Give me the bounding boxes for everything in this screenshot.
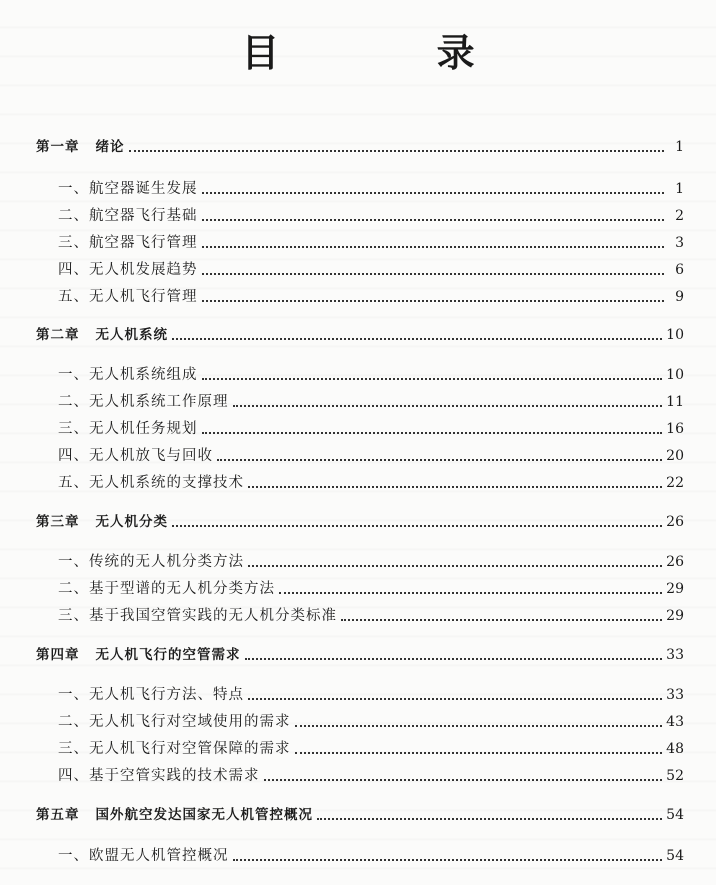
- chapter-title: [36, 646, 241, 664]
- toc-section-entry: [0, 172, 716, 198]
- chapter-label: 国外航空发达国家无人机管控概况: [95, 807, 313, 823]
- dot-leader: [202, 244, 665, 248]
- dot-leader: [248, 696, 662, 700]
- page-number: 6: [675, 262, 684, 278]
- page-number: 33: [666, 687, 684, 703]
- page-number: 1: [675, 181, 684, 197]
- toc-chapter-entry: [0, 505, 716, 531]
- section-title: 一、无人机系统组成: [58, 367, 198, 383]
- page-number: 20: [666, 448, 684, 464]
- page-number: 10: [666, 367, 684, 383]
- dot-leader: [202, 190, 665, 194]
- section-title: 二、航空器飞行基础: [58, 208, 198, 224]
- toc-section-entry: [0, 439, 716, 465]
- dot-leader: [202, 298, 665, 302]
- dot-leader: [317, 816, 662, 820]
- dot-leader: [202, 271, 665, 275]
- chapter-number: 第三章: [36, 514, 80, 530]
- page-number: 3: [675, 235, 684, 251]
- page-number: 54: [666, 848, 684, 864]
- toc-section-entry: [0, 759, 716, 785]
- page-number: 43: [666, 714, 684, 730]
- chapter-title: [36, 326, 168, 344]
- section-title: 五、无人机飞行管理: [58, 289, 198, 305]
- toc-section-entry: [0, 253, 716, 279]
- dot-leader: [264, 777, 663, 781]
- section-title: 三、航空器飞行管理: [58, 235, 198, 251]
- section-title: 三、基于我国空管实践的无人机分类标准: [58, 608, 337, 624]
- page-number: 9: [675, 289, 684, 305]
- page-number: 10: [666, 327, 684, 343]
- dot-leader: [202, 430, 663, 434]
- toc-section-entry: [0, 412, 716, 438]
- page-number: 22: [666, 475, 684, 491]
- toc-section-entry: [0, 572, 716, 598]
- dot-leader: [341, 617, 662, 621]
- toc-chapter-entry: [0, 798, 716, 824]
- section-title: 三、无人机飞行对空管保障的需求: [58, 741, 291, 757]
- toc-section-entry: [0, 599, 716, 625]
- toc-section-entry: [0, 732, 716, 758]
- dot-leader: [172, 523, 662, 527]
- dot-leader: [295, 750, 663, 754]
- section-title: 一、航空器诞生发展: [58, 181, 198, 197]
- section-title: 一、传统的无人机分类方法: [58, 554, 244, 570]
- section-title: 五、无人机系统的支撑技术: [58, 475, 244, 491]
- chapter-title: [36, 806, 313, 824]
- dot-leader: [295, 723, 663, 727]
- chapter-number: 第二章: [36, 327, 80, 343]
- toc-section-entry: [0, 199, 716, 225]
- chapter-label: 绪论: [95, 139, 125, 155]
- dot-leader: [217, 457, 662, 461]
- dot-leader: [245, 656, 663, 660]
- page-number: 1: [675, 139, 684, 155]
- page-number: 11: [666, 394, 684, 410]
- toc-section-entry: [0, 280, 716, 306]
- toc-section-entry: [0, 705, 716, 731]
- page-title: 目 录: [241, 30, 547, 75]
- page-number: 26: [666, 514, 684, 530]
- toc-section-entry: [0, 358, 716, 384]
- section-title: 二、无人机飞行对空域使用的需求: [58, 714, 291, 730]
- chapter-title: [36, 138, 125, 156]
- dot-leader: [202, 376, 663, 380]
- chapter-label: 无人机飞行的空管需求: [95, 647, 241, 663]
- toc-section-entry: [0, 678, 716, 704]
- chapter-number: 第五章: [36, 807, 80, 823]
- page-number: 26: [666, 554, 684, 570]
- section-title: 一、欧盟无人机管控概况: [58, 848, 229, 864]
- dot-leader: [233, 403, 663, 407]
- toc-chapter-entry: [0, 130, 716, 156]
- toc-section-entry: [0, 466, 716, 492]
- toc-section-entry: [0, 226, 716, 252]
- dot-leader: [248, 484, 662, 488]
- chapter-number: 第四章: [36, 647, 80, 663]
- section-title: 四、无人机放飞与回收: [58, 448, 213, 464]
- page-number: 29: [666, 581, 684, 597]
- dot-leader: [279, 590, 662, 594]
- section-title: 四、基于空管实践的技术需求: [58, 768, 260, 784]
- dot-leader: [129, 148, 665, 152]
- chapter-number: 第一章: [36, 139, 80, 155]
- section-title: 一、无人机飞行方法、特点: [58, 687, 244, 703]
- section-title: 二、基于型谱的无人机分类方法: [58, 581, 275, 597]
- page-number: 48: [666, 741, 684, 757]
- dot-leader: [233, 857, 663, 861]
- section-title: 二、无人机系统工作原理: [58, 394, 229, 410]
- page-number: 52: [666, 768, 684, 784]
- page-number: 16: [666, 421, 684, 437]
- section-title: 四、无人机发展趋势: [58, 262, 198, 278]
- chapter-label: 无人机分类: [95, 514, 168, 530]
- dot-leader: [248, 563, 662, 567]
- page-number: 29: [666, 608, 684, 624]
- page-number: 2: [675, 208, 684, 224]
- dot-leader: [202, 217, 665, 221]
- chapter-label: 无人机系统: [95, 327, 168, 343]
- toc-chapter-entry: [0, 638, 716, 664]
- toc-section-entry: [0, 839, 716, 865]
- toc-section-entry: [0, 385, 716, 411]
- toc-section-entry: [0, 545, 716, 571]
- page-number: 54: [666, 807, 684, 823]
- toc-chapter-entry: [0, 318, 716, 344]
- section-title: 三、无人机任务规划: [58, 421, 198, 437]
- page-number: 33: [666, 647, 684, 663]
- chapter-title: [36, 513, 168, 531]
- dot-leader: [172, 336, 662, 340]
